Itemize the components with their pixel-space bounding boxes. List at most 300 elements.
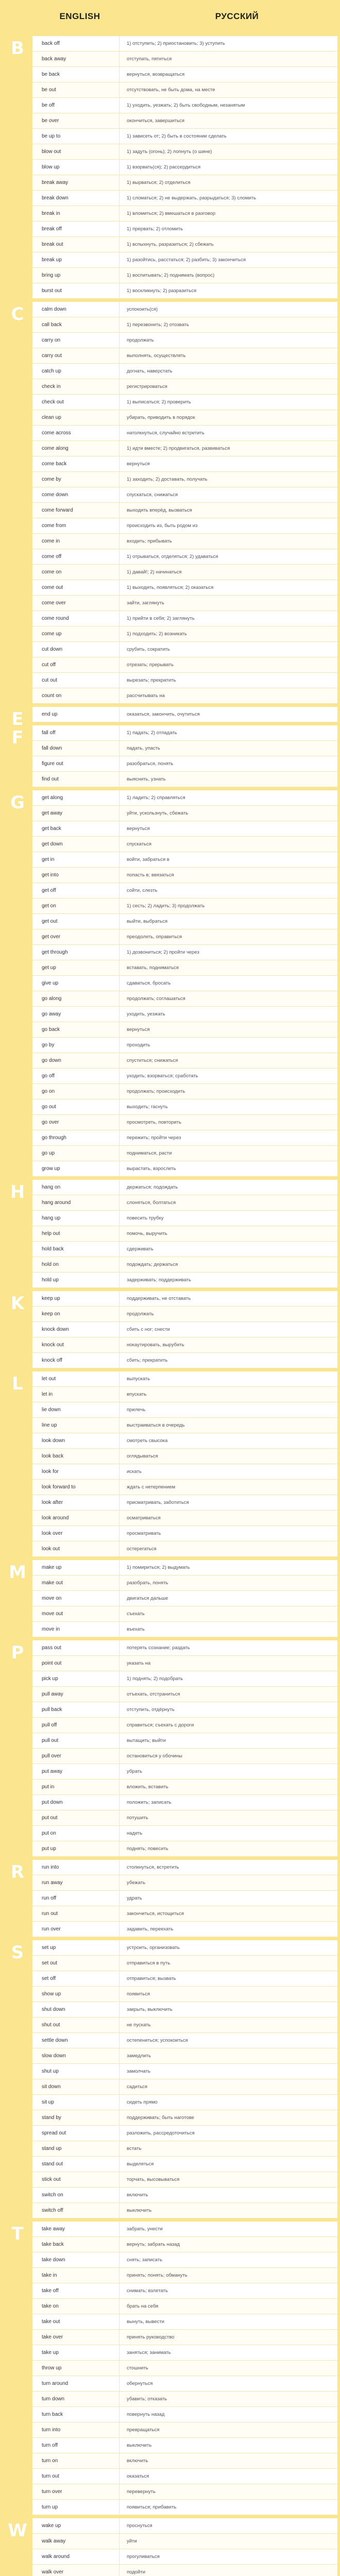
russian-translation: убирать, приводить в порядок: [127, 415, 195, 420]
russian-translation: забрать, унести: [127, 2226, 163, 2232]
english-phrasal-verb: cut down: [32, 642, 120, 657]
table-rows: [8, 36, 337, 2576]
table-row: [32, 503, 337, 518]
table-row: [32, 1575, 337, 1591]
russian-translation: 1) прервать; 2) отломить: [127, 226, 183, 232]
russian-translation: столкнуться, встретить: [127, 1865, 179, 1870]
english-phrasal-verb: blow up: [32, 160, 120, 175]
english-phrasal-verb: spread out: [32, 2126, 120, 2141]
russian-translation: потерять сознание; раздать: [127, 1645, 190, 1651]
english-phrasal-verb: stick out: [32, 2172, 120, 2187]
table-row: [32, 518, 337, 534]
english-phrasal-verb: come by: [32, 472, 120, 487]
english-phrasal-verb: knock out: [32, 1337, 120, 1352]
english-phrasal-verb: turn off: [32, 2438, 120, 2453]
russian-translation: принять; понять; обмануть: [127, 2273, 188, 2278]
russian-translation: поддерживать; быть наготове: [127, 2115, 194, 2121]
english-phrasal-verb: be up to: [32, 129, 120, 144]
english-phrasal-verb: move out: [32, 1606, 120, 1621]
table-row: [32, 2314, 337, 2330]
table-row: [32, 2330, 337, 2345]
english-phrasal-verb: let in: [32, 1387, 120, 1402]
russian-translation: вырезать; прекратить: [127, 677, 176, 683]
english-phrasal-verb: run off: [32, 1891, 120, 1906]
table-row: [32, 976, 337, 991]
table-row: [32, 1307, 337, 1322]
english-phrasal-verb: pull away: [32, 1687, 120, 1702]
table-row: [32, 945, 337, 960]
table-row: [32, 2422, 337, 2438]
russian-translation: помочь, выручить: [127, 1231, 167, 1236]
russian-translation: смотреть свысока: [127, 1438, 168, 1444]
russian-translation: уходить, уезжать: [127, 1011, 165, 1017]
russian-translation: вытащить; выйти: [127, 1738, 166, 1743]
table-row: [32, 2222, 337, 2237]
english-phrasal-verb: call back: [32, 317, 120, 332]
english-phrasal-verb: break in: [32, 206, 120, 221]
table-row: [32, 2252, 337, 2268]
english-phrasal-verb: knock down: [32, 1322, 120, 1337]
russian-translation: 1) вырваться; 2) отделиться: [127, 180, 191, 185]
english-phrasal-verb: pull over: [32, 1749, 120, 1764]
english-phrasal-verb: line up: [32, 1418, 120, 1433]
table-row: [32, 1022, 337, 1038]
russian-translation: устроить, организовать: [127, 1945, 180, 1951]
russian-translation: вернуться: [127, 1027, 150, 1032]
english-phrasal-verb: take down: [32, 2252, 120, 2267]
russian-translation: оказаться: [127, 2473, 149, 2479]
table-row: [32, 426, 337, 441]
table-row: [32, 1687, 337, 1702]
russian-translation: 1) вспыхнуть, разразиться; 2) сбежать: [127, 242, 214, 247]
table-row: [32, 806, 337, 821]
russian-translation: продолжать; соглашаться: [127, 996, 185, 1002]
english-phrasal-verb: fall off: [32, 725, 120, 740]
russian-translation: попасть в; ввязаться: [127, 872, 174, 878]
russian-translation: разобрать, понять: [127, 1580, 168, 1586]
russian-translation: 1) ладить; 2) справляться: [127, 795, 185, 801]
english-phrasal-verb: sit down: [32, 2079, 120, 2094]
english-phrasal-verb: take away: [32, 2222, 120, 2236]
english-phrasal-verb: turn into: [32, 2422, 120, 2437]
russian-translation: замедлить: [127, 2053, 151, 2059]
english-phrasal-verb: pull back: [32, 1702, 120, 1717]
russian-translation: рассчитывать на: [127, 693, 165, 699]
table-row: [32, 2188, 337, 2203]
table-row: [32, 929, 337, 945]
table-row: [32, 772, 337, 787]
russian-translation: 1) задуть (огонь); 2) лопнуть (о шине): [127, 149, 212, 155]
english-phrasal-verb: go away: [32, 1007, 120, 1022]
russian-translation: выключить: [127, 2208, 152, 2213]
table-row: [32, 2469, 337, 2484]
russian-translation: принять руководство: [127, 2334, 175, 2340]
table-row: [32, 899, 337, 914]
table-row: [32, 2438, 337, 2453]
table-row: [32, 790, 337, 806]
table-row: [32, 237, 337, 252]
section-letter: E: [11, 709, 24, 730]
table-row: [32, 725, 337, 741]
table-row: [32, 741, 337, 756]
table-row: [32, 2079, 337, 2095]
table-row: [32, 268, 337, 283]
russian-translation: разложить, рассредоточиться: [127, 2130, 195, 2136]
russian-translation: спуститься; снижаться: [127, 1058, 178, 1063]
russian-translation: указать на: [127, 1660, 151, 1666]
table-row: [32, 2518, 337, 2534]
section-letter: W: [8, 2520, 27, 2541]
table-row: [32, 1956, 337, 1971]
table-row: [32, 1733, 337, 1749]
english-phrasal-verb: break down: [32, 191, 120, 206]
table-row: [32, 1606, 337, 1622]
english-phrasal-verb: pass out: [32, 1640, 120, 1655]
english-phrasal-verb: pull off: [32, 1718, 120, 1733]
russian-translation: происходить из, быть родом из: [127, 523, 198, 529]
russian-translation: поддерживать, не отставать: [127, 1296, 191, 1301]
russian-translation: спускаться, снижаться: [127, 492, 178, 498]
english-phrasal-verb: stand out: [32, 2157, 120, 2172]
table-row: [32, 1987, 337, 2002]
table-row: [32, 395, 337, 410]
russian-translation: убавить; отказать: [127, 2396, 167, 2402]
russian-translation: потушить: [127, 1815, 148, 1821]
table-row: [32, 1826, 337, 1841]
table-row: [32, 113, 337, 129]
russian-translation: превращаться: [127, 2427, 160, 2433]
table-row: [32, 317, 337, 333]
english-phrasal-verb: get over: [32, 929, 120, 944]
russian-translation: проснуться: [127, 2523, 152, 2529]
russian-translation: войти, забраться в: [127, 857, 169, 862]
english-phrasal-verb: go up: [32, 1146, 120, 1161]
english-phrasal-verb: run into: [32, 1860, 120, 1875]
english-phrasal-verb: get along: [32, 790, 120, 805]
english-phrasal-verb: sit up: [32, 2095, 120, 2110]
table-row: [32, 1464, 337, 1480]
table-row: [32, 144, 337, 160]
table-row: [32, 1387, 337, 1402]
table-row: [32, 673, 337, 688]
russian-translation: уходить; взорваться; сработать: [127, 1073, 198, 1079]
english-phrasal-verb: calm down: [32, 302, 120, 317]
english-phrasal-verb: shut down: [32, 2002, 120, 2017]
russian-translation: 1) падать; 2) отпадать: [127, 730, 177, 736]
russian-translation: просмотреть, повторить: [127, 1120, 181, 1125]
english-phrasal-verb: check in: [32, 379, 120, 394]
table-row: [32, 1971, 337, 1987]
russian-translation: отступать, пятиться: [127, 56, 172, 62]
english-phrasal-verb: get up: [32, 960, 120, 975]
table-row: [32, 1495, 337, 1511]
english-phrasal-verb: go along: [32, 991, 120, 1006]
russian-translation: появиться: [127, 1991, 150, 1997]
english-phrasal-verb: cut off: [32, 657, 120, 672]
table-row: [32, 1922, 337, 1937]
russian-translation: подниматься, расти: [127, 1150, 172, 1156]
table-row: [32, 626, 337, 642]
section-b: [11, 36, 337, 302]
table-row: [32, 1211, 337, 1226]
table-row: [32, 2018, 337, 2033]
table-row: [32, 67, 337, 82]
section-s: [11, 1940, 337, 2222]
table-row: [32, 1718, 337, 1733]
english-phrasal-verb: shut up: [32, 2064, 120, 2079]
english-phrasal-verb: make up: [32, 1560, 120, 1575]
table-row: [32, 1541, 337, 1557]
table-row: [32, 364, 337, 379]
table-row: [32, 991, 337, 1007]
table-row: [32, 1402, 337, 1418]
english-phrasal-verb: put out: [32, 1810, 120, 1825]
russian-translation: осматриваться: [127, 1515, 161, 1521]
english-phrasal-verb: switch off: [32, 2203, 120, 2218]
english-phrasal-verb: be back: [32, 67, 120, 82]
table-row: [32, 960, 337, 976]
table-row: [32, 98, 337, 113]
english-phrasal-verb: come up: [32, 626, 120, 641]
russian-translation: вложить, вставить: [127, 1784, 168, 1790]
table-row: [32, 2033, 337, 2048]
table-row: [32, 1656, 337, 1671]
english-phrasal-verb: look forward to: [32, 1480, 120, 1495]
english-phrasal-verb: turn out: [32, 2469, 120, 2484]
english-phrasal-verb: look around: [32, 1511, 120, 1526]
table-row: [32, 2361, 337, 2376]
table-row: [32, 1115, 337, 1130]
table-row: [32, 2392, 337, 2407]
table-row: [32, 206, 337, 222]
table-row: [32, 1906, 337, 1922]
russian-translation: 1) сломаться; 2) не выдержать, разрыдаться; 3) сломить: [127, 195, 257, 201]
russian-translation: успокоить(ся): [127, 307, 158, 312]
english-phrasal-verb: move on: [32, 1591, 120, 1606]
table-row: [32, 1622, 337, 1637]
section-c: [11, 302, 337, 707]
russian-translation: выполнять, осуществлять: [127, 353, 186, 359]
english-phrasal-verb: bring up: [32, 268, 120, 283]
english-phrasal-verb: pull out: [32, 1733, 120, 1748]
table-row: [32, 837, 337, 852]
table-row: [32, 2299, 337, 2314]
table-row: [32, 1146, 337, 1161]
table-row: [32, 707, 337, 722]
section-m: [9, 1560, 337, 1640]
russian-column-heading: РУССКИЙ: [215, 11, 259, 21]
table-row: [32, 821, 337, 837]
english-phrasal-verb: take over: [32, 2330, 120, 2345]
english-phrasal-verb: look back: [32, 1449, 120, 1464]
russian-translation: торчать, высовываться: [127, 2177, 180, 2182]
russian-translation: 1) воспитывать; 2) поднимать (вопрос): [127, 273, 215, 278]
table-row: [32, 456, 337, 472]
table-row: [32, 1242, 337, 1257]
table-row: [32, 611, 337, 626]
table-row: [32, 2283, 337, 2299]
russian-translation: отправиться в путь: [127, 1960, 171, 1966]
table-row: [32, 379, 337, 395]
russian-translation: отрезать; прерывать: [127, 662, 174, 668]
table-row: [32, 1337, 337, 1353]
english-phrasal-verb: grow up: [32, 1161, 120, 1176]
table-row: [32, 1795, 337, 1810]
russian-translation: прилечь: [127, 1407, 146, 1413]
russian-translation: выйти, выбраться: [127, 919, 167, 924]
english-phrasal-verb: be off: [32, 98, 120, 113]
russian-translation: оглядываться: [127, 1453, 158, 1459]
english-phrasal-verb: walk away: [32, 2534, 120, 2549]
section-p: [11, 1640, 337, 1860]
english-phrasal-verb: fall down: [32, 741, 120, 756]
table-row: [32, 1671, 337, 1687]
russian-translation: 1) взорвать(ся); 2) рассердиться: [127, 164, 201, 170]
table-row: [32, 2237, 337, 2252]
russian-translation: 1) выписаться; 2) проверить: [127, 399, 191, 405]
table-row: [32, 348, 337, 364]
table-row: [32, 1353, 337, 1368]
russian-translation: вернуться, возвращаться: [127, 72, 185, 77]
english-phrasal-verb: slow down: [32, 2048, 120, 2063]
russian-translation: задавить, переехать: [127, 1926, 174, 1932]
english-phrasal-verb: take back: [32, 2237, 120, 2252]
russian-translation: пережить; пройти через: [127, 1135, 181, 1141]
russian-translation: сбить; прекратить: [127, 1358, 168, 1363]
section-letter: M: [9, 1562, 26, 1583]
english-phrasal-verb: hang around: [32, 1195, 120, 1210]
russian-translation: подождать; держаться: [127, 1262, 178, 1267]
table-row: [32, 410, 337, 426]
russian-translation: двигаться дальше: [127, 1596, 168, 1601]
english-phrasal-verb: go through: [32, 1130, 120, 1145]
english-phrasal-verb: put down: [32, 1795, 120, 1810]
table-row: [32, 657, 337, 673]
russian-translation: 1) воскликнуть; 2) разразиться: [127, 288, 197, 294]
table-row: [32, 2549, 337, 2565]
english-phrasal-verb: make out: [32, 1575, 120, 1590]
english-phrasal-verb: come back: [32, 456, 120, 471]
english-phrasal-verb: look down: [32, 1433, 120, 1448]
table-row: [32, 1640, 337, 1656]
table-row: [32, 1180, 337, 1195]
russian-translation: остановиться у обочины: [127, 1753, 182, 1759]
section-e: [11, 707, 337, 730]
table-row: [32, 914, 337, 929]
section-letter: C: [11, 304, 24, 325]
section-g: [10, 790, 337, 1180]
russian-translation: 1) прийти в себя; 2) заглянуть: [127, 616, 195, 621]
russian-translation: впускать: [127, 1392, 147, 1397]
english-phrasal-verb: set up: [32, 1940, 120, 1955]
english-phrasal-verb: go down: [32, 1053, 120, 1068]
section-letter: R: [10, 1862, 25, 1883]
english-phrasal-verb: come off: [32, 549, 120, 564]
russian-translation: продолжать: [127, 1311, 154, 1317]
table-row: [32, 1511, 337, 1526]
russian-translation: вынуть, вывести: [127, 2319, 164, 2325]
english-phrasal-verb: get into: [32, 868, 120, 883]
russian-translation: сдаваться, бросать: [127, 980, 171, 986]
table-row: [32, 1273, 337, 1288]
table-row: [32, 2534, 337, 2549]
table-row: [32, 868, 337, 883]
english-phrasal-verb: put away: [32, 1764, 120, 1779]
russian-translation: сдерживать: [127, 1246, 154, 1252]
table-row: [32, 129, 337, 144]
russian-translation: 1) идти вместе; 2) продвигаться, развиваться: [127, 446, 230, 451]
english-phrasal-verb: show up: [32, 1987, 120, 2002]
table-row: [32, 1526, 337, 1541]
table-row: [32, 1780, 337, 1795]
english-phrasal-verb: take in: [32, 2268, 120, 2283]
table-row: [32, 1322, 337, 1337]
english-phrasal-verb: turn down: [32, 2392, 120, 2406]
table-row: [32, 1418, 337, 1433]
english-phrasal-verb: be over: [32, 113, 120, 128]
english-phrasal-verb: turn over: [32, 2484, 120, 2499]
russian-translation: держаться; подождать: [127, 1184, 178, 1190]
table-row: [32, 2345, 337, 2361]
russian-translation: 1) подходить; 2) возникать: [127, 631, 187, 637]
section-letter: B: [11, 38, 24, 59]
section-letter: G: [10, 792, 25, 813]
table-row: [32, 333, 337, 348]
section-r: [10, 1860, 337, 1940]
russian-translation: вырастать, взрослеть: [127, 1166, 176, 1172]
section-t: [11, 2222, 337, 2518]
english-phrasal-verb: go by: [32, 1038, 120, 1053]
english-phrasal-verb: turn on: [32, 2453, 120, 2468]
english-phrasal-verb: take out: [32, 2314, 120, 2329]
english-phrasal-verb: carry out: [32, 348, 120, 363]
table-row: [32, 642, 337, 657]
english-phrasal-verb: put in: [32, 1780, 120, 1794]
russian-translation: продолжать: [127, 337, 154, 343]
table-row: [32, 2203, 337, 2218]
russian-translation: 1) дозвониться; 2) пройти через: [127, 950, 199, 955]
table-row: [32, 472, 337, 487]
russian-translation: сойти, слезть: [127, 888, 158, 893]
english-phrasal-verb: run over: [32, 1922, 120, 1937]
table-row: [32, 222, 337, 237]
russian-translation: спускаться: [127, 841, 151, 847]
english-phrasal-verb: turn around: [32, 2376, 120, 2391]
table-row: [32, 2048, 337, 2064]
table-row: [32, 1702, 337, 1718]
english-phrasal-verb: end up: [32, 707, 120, 722]
english-phrasal-verb: shut out: [32, 2018, 120, 2032]
russian-translation: стошнить: [127, 2365, 148, 2371]
english-phrasal-verb: get through: [32, 945, 120, 960]
russian-translation: нокаутировать, вырубить: [127, 1342, 184, 1348]
russian-translation: надеть: [127, 1831, 143, 1836]
table-row: [32, 1560, 337, 1575]
russian-translation: оказаться, закончить, очутиться: [127, 711, 200, 717]
english-phrasal-verb: find out: [32, 772, 120, 787]
russian-translation: поднять; повесить: [127, 1846, 168, 1852]
table-row: [32, 1371, 337, 1387]
english-column-heading: ENGLISH: [59, 11, 100, 21]
table-row: [32, 2172, 337, 2188]
russian-translation: ждать с нетерпением: [127, 1484, 176, 1490]
english-phrasal-verb: lie down: [32, 1402, 120, 1417]
russian-translation: сидеть прямо: [127, 2099, 158, 2105]
table-row: [32, 1257, 337, 1273]
russian-translation: задерживать; поддерживать: [127, 1277, 191, 1283]
russian-translation: остерегаться: [127, 1546, 157, 1552]
table-row: [32, 2110, 337, 2126]
